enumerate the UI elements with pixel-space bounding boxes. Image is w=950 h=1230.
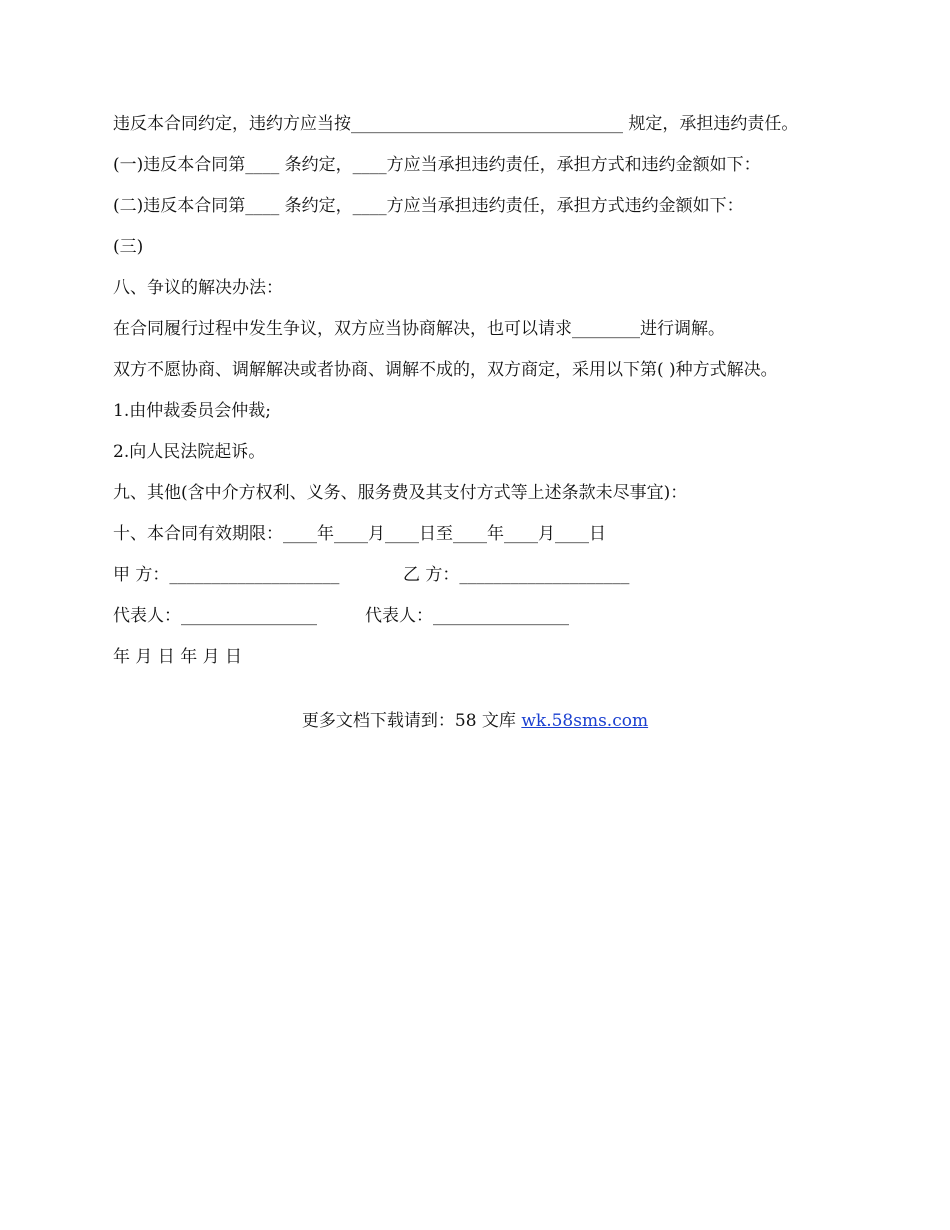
signature-dates: 年 月 日 年 月 日 bbox=[113, 647, 243, 667]
representative-a-field: 代表人：________________ bbox=[113, 606, 317, 626]
section-heading-dispute: 八、争议的解决办法： bbox=[113, 278, 283, 298]
footer-link[interactable]: wk.58sms.com bbox=[521, 711, 649, 731]
section-validity-period: 十、本合同有效期限：____年____月____日至____年____月____日 bbox=[113, 524, 606, 544]
footer bbox=[0, 710, 950, 732]
clause-breach-2: (二)违反本合同第____ 条约定，____方应当承担违约责任，承担方式违约金额如下： bbox=[113, 196, 744, 216]
footer-text: 更多文档下载请到：58 文库 bbox=[301, 711, 522, 731]
dispute-resolution-choice: 双方不愿协商、调解解决或者协商、调解不成的，双方商定，采用以下第( )种方式解决。 bbox=[113, 360, 778, 380]
party-b-field: 乙 方：____________________ bbox=[403, 565, 630, 585]
party-a-field: 甲 方：____________________ bbox=[113, 565, 340, 585]
dispute-option-arbitration: 1.由仲裁委员会仲裁; bbox=[113, 401, 271, 421]
dispute-option-court: 2.向人民法院起诉。 bbox=[113, 442, 266, 462]
representative-signature-row bbox=[113, 605, 838, 627]
clause-breach-1: (一)违反本合同第____ 条约定，____方应当承担违约责任，承担方式和违约金额如下： bbox=[113, 155, 761, 175]
clause-breach-general: 违反本合同约定，违约方应当按________________________________ 规定，承担违约责任。 bbox=[113, 114, 799, 134]
document-body bbox=[113, 113, 838, 687]
party-signature-row bbox=[113, 564, 838, 586]
section-heading-other: 九、其他(含中介方权利、义务、服务费及其支付方式等上述条款未尽事宜)： bbox=[113, 483, 688, 503]
representative-b-field: 代表人：________________ bbox=[365, 606, 569, 626]
clause-breach-3: (三) bbox=[113, 237, 144, 257]
dispute-negotiation: 在合同履行过程中发生争议，双方应当协商解决，也可以请求________进行调解。 bbox=[113, 319, 725, 339]
